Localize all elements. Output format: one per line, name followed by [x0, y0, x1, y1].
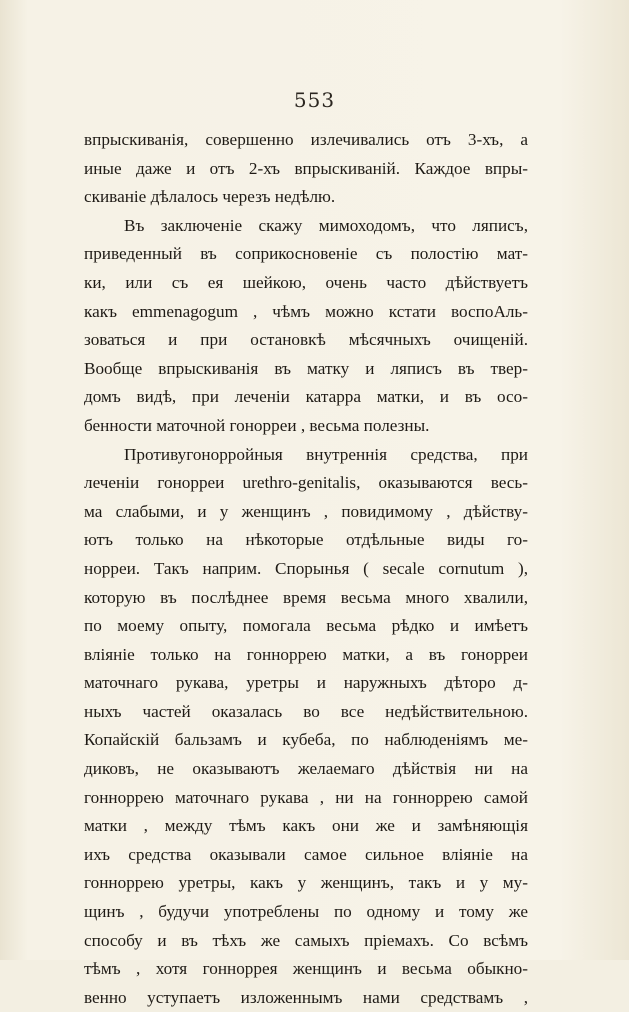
text-line: тѣмъ , хотя гонноррея женщинъ и весьма обыкно-: [84, 959, 528, 979]
text-line: приведенный въ соприкосновеніе съ полостію мат-: [84, 244, 528, 264]
text-line: гонноррею уретры, какъ у женщинъ, такъ и у му-: [84, 873, 528, 893]
text-line: норреи. Такъ наприм. Спорынья ( secale cornutum ),: [84, 558, 528, 578]
text-line: диковъ, не оказываютъ желаемаго дѣйствія ни на: [84, 759, 528, 779]
text-line: ма слабыми, и у женщинъ , повидимому , дѣйству-: [84, 501, 528, 521]
text-line: Копайскій бальзамъ и кубеба, по наблюденіямъ ме-: [84, 730, 528, 750]
text-line: вліяніе только на гонноррею матки, а въ гонорреи: [84, 644, 528, 664]
text-line: гонноррею маточнаго рукава , ни на гонноррею самой: [84, 787, 528, 807]
text-line: Противугонорройныя внутреннія средства, при: [124, 444, 528, 464]
text-line: Вообще впрыскиванія въ матку и ляписъ въ твер-: [84, 358, 528, 378]
text-line: скиваніе дѣлалось черезъ недѣлю.: [84, 187, 336, 207]
text-line: которую въ послѣднее время весьма много хвалили,: [84, 587, 528, 607]
text-line: венно уступаетъ изложеннымъ нами средствамъ ,: [84, 987, 528, 1007]
body-text: [84, 126, 528, 1012]
text-line: иные даже и отъ 2-хъ впрыскиваній. Каждое впры-: [84, 158, 528, 178]
text-line: ихъ средства оказывали самое сильное вліяніе на: [84, 844, 528, 864]
text-line: бенности маточной гонорреи , весьма полезны.: [84, 415, 430, 435]
text-line: ютъ только на нѣкоторые отдѣльные виды го-: [84, 530, 528, 550]
text-line: зоваться и при остановкѣ мѣсячныхъ очищеній.: [84, 330, 528, 350]
text-line: матки , между тѣмъ какъ они же и замѣняющія: [84, 816, 528, 836]
text-line: впрыскиванія, совершенно излечивались отъ 3-хъ, а: [84, 130, 528, 149]
text-line: способу и въ тѣхъ же самыхъ пріемахъ. Со всѣмъ: [84, 930, 528, 950]
text-line: леченіи гонорреи urethro-genitalis, оказываются весь-: [84, 473, 528, 493]
text-line: ки, или съ ея шейкою, очень часто дѣйствуетъ: [84, 272, 528, 292]
text-line: маточнаго рукава, уретры и наружныхъ дѣторо д-: [84, 673, 528, 693]
text-line: по моему опыту, помогала весьма рѣдко и имѣетъ: [84, 616, 528, 636]
page-number: 553: [293, 88, 336, 112]
text-line: щинъ , будучи употреблены по одному и тому же: [84, 902, 528, 922]
text-line: какъ emmenagogum , чѣмъ можно кстати воспоAль-: [84, 301, 528, 321]
text-line: ныхъ частей оказалась во все недѣйствительною.: [84, 701, 528, 721]
text-line: домъ видѣ, при леченіи катарра матки, и въ осо-: [84, 387, 528, 407]
text-line: Въ заключеніе скажу мимоходомъ, что ляписъ,: [124, 215, 528, 235]
